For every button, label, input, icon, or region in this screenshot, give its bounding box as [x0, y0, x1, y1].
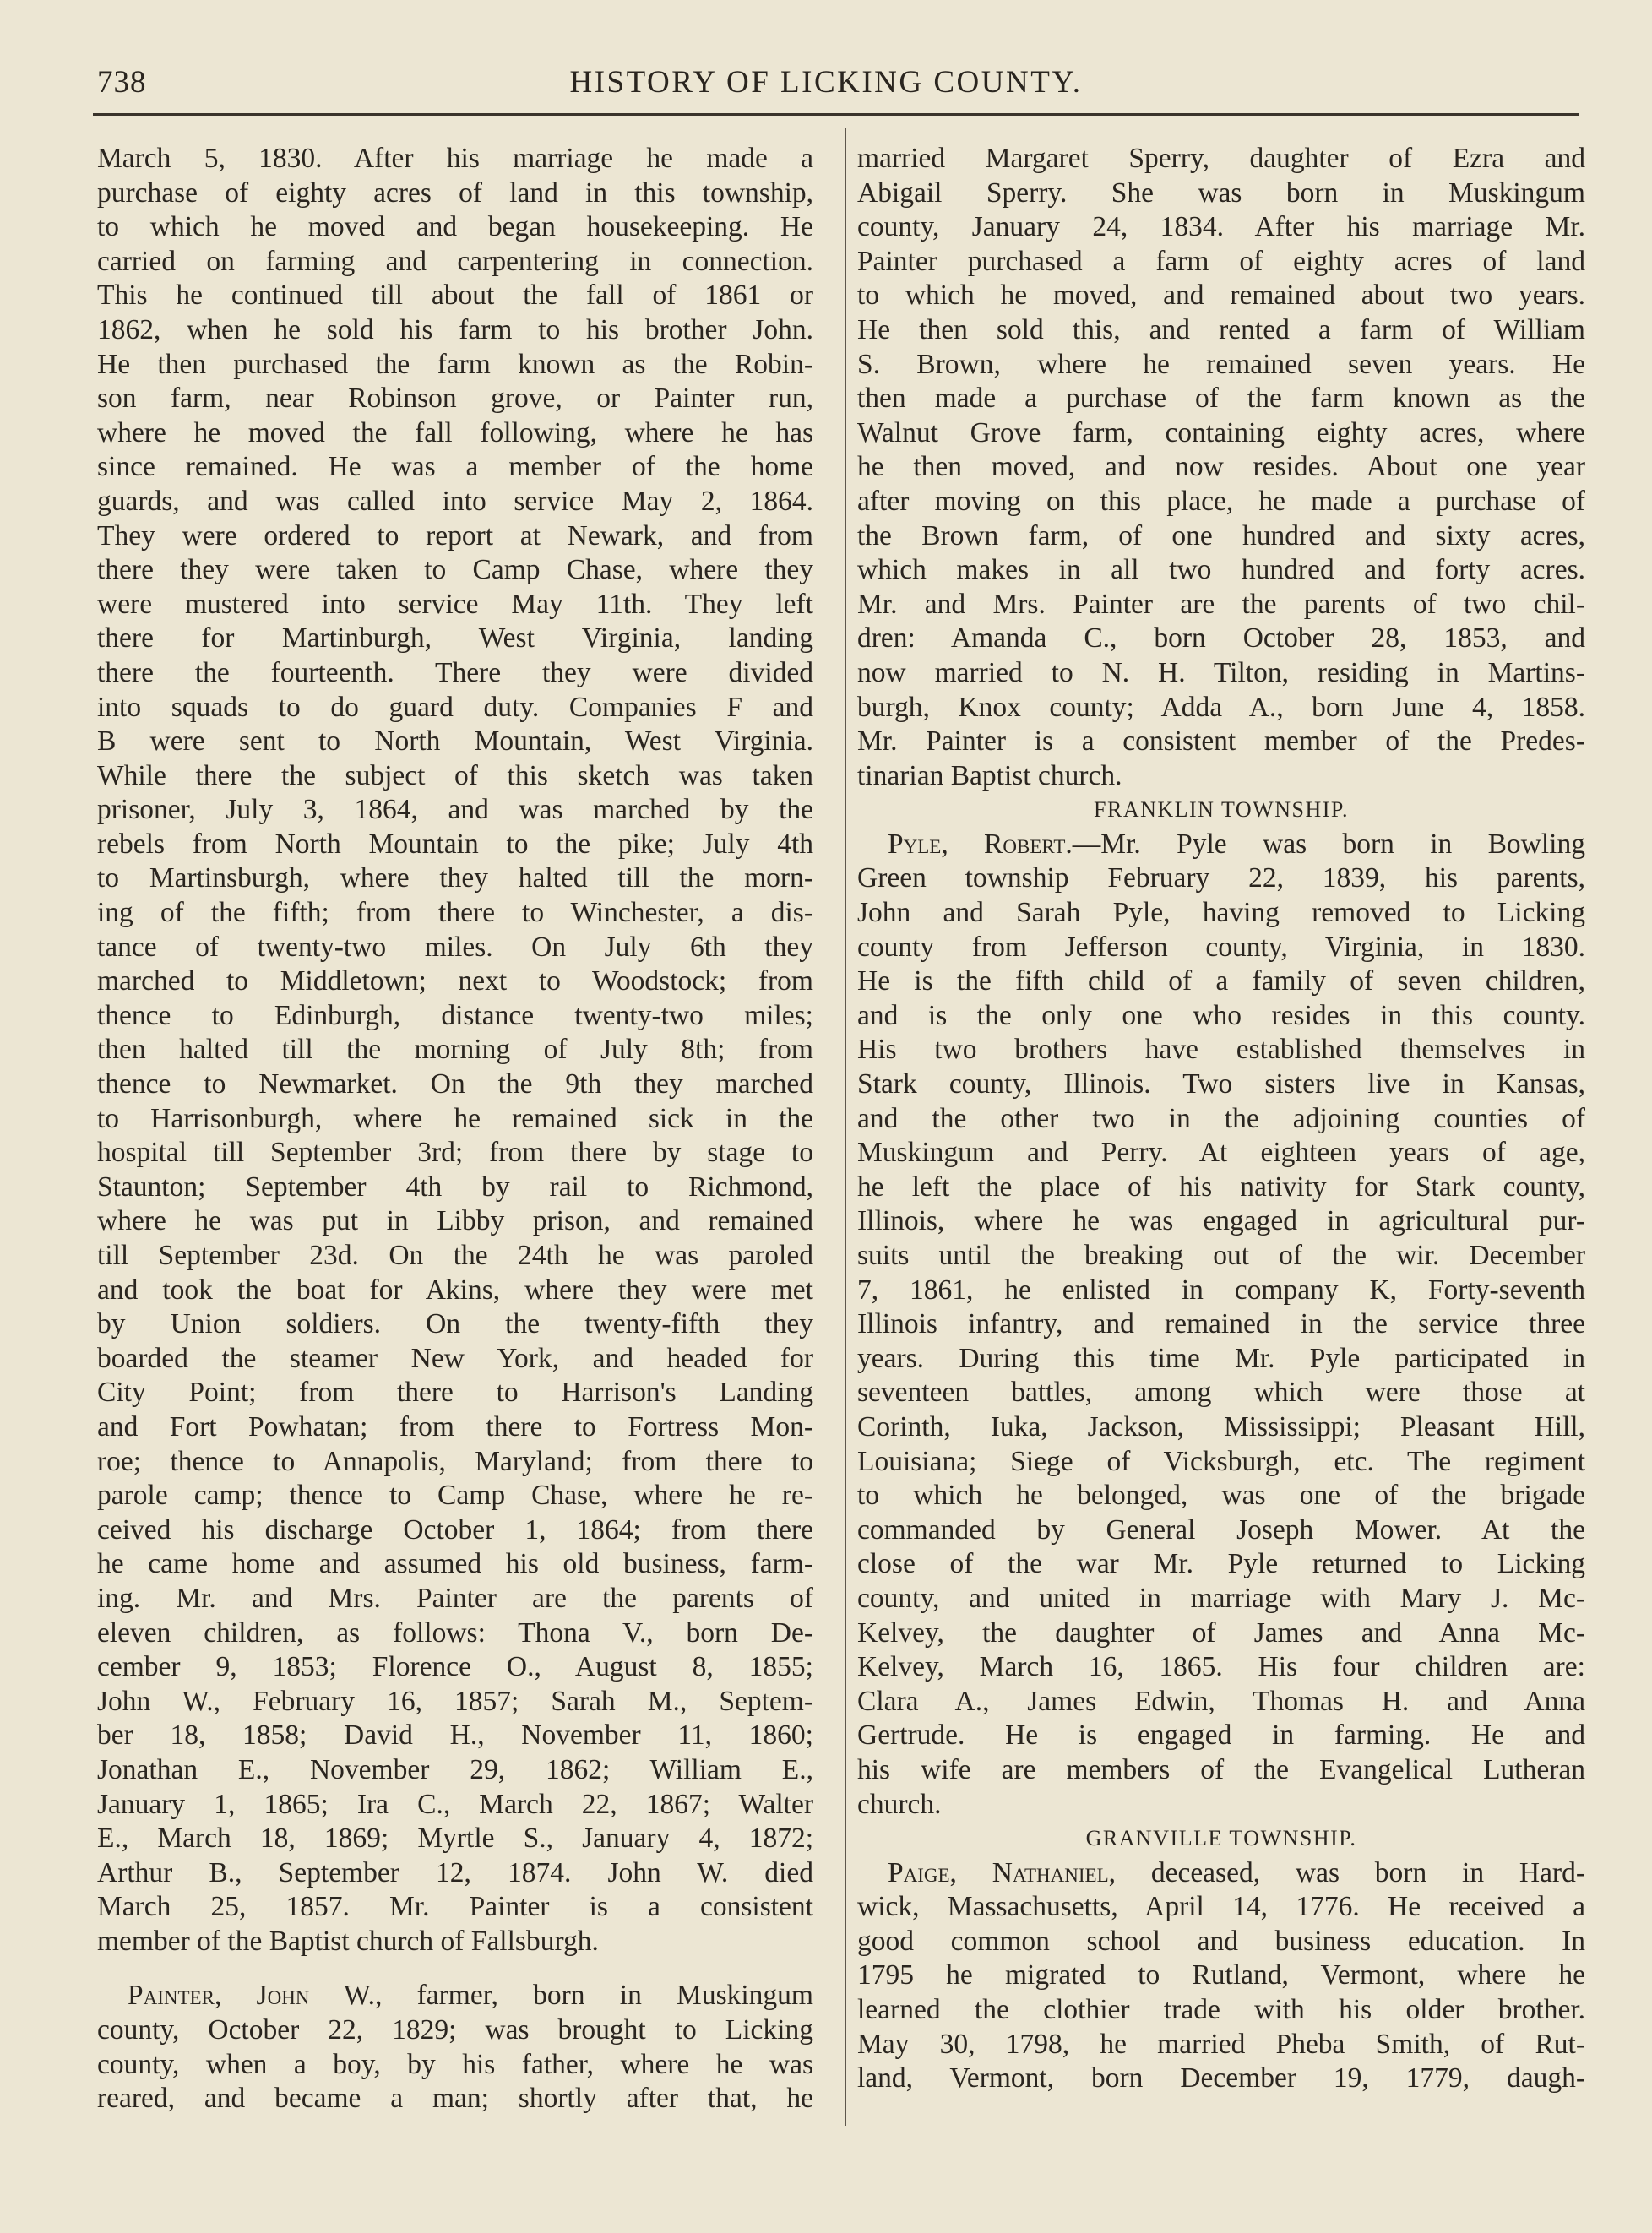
text-line: to which he moved, and remained about two years. — [857, 280, 1585, 312]
text-line: Stark county, Illinois. Two sisters live in Kansas, — [857, 1068, 1585, 1100]
section-heading-granville: GRANVILLE TOWNSHIP. — [1085, 1826, 1357, 1851]
text-line: Arthur B., September 12, 1874. John W. died — [97, 1856, 813, 1888]
text-line: close of the war Mr. Pyle returned to Licking — [857, 1548, 1585, 1580]
text-line: cember 9, 1853; Florence O., August 8, 1855; — [97, 1651, 813, 1683]
text-line: he then moved, and now resides. About one year — [857, 451, 1585, 483]
text-line: county, October 22, 1829; was brought to Licking — [97, 2014, 813, 2046]
text-line: where he was put in Libby prison, and remained — [97, 1205, 813, 1237]
pyle-entry — [857, 828, 1585, 1822]
text-line: S. Brown, where he remained seven years. He — [857, 348, 1585, 380]
text-line: since remained. He was a member of the home — [97, 451, 813, 483]
paige-entry-text — [857, 1890, 1585, 2096]
pyle-entry-first-line — [857, 828, 1585, 862]
text-line: reared, and became a man; shortly after that, he — [97, 2083, 813, 2115]
text-line: Jonathan E., November 29, 1862; William E., — [97, 1753, 813, 1785]
text-line: Kelvey, March 16, 1865. His four children are: — [857, 1651, 1585, 1683]
text-line: to which he belonged, was one of the brigade — [857, 1480, 1585, 1512]
text-line: Abigail Sperry. She was born in Muskingum — [857, 177, 1585, 209]
text-line: good common school and business education. In — [857, 1925, 1585, 1957]
text-line: Clara A., James Edwin, Thomas H. and Anna — [857, 1685, 1585, 1717]
text-line: John W., February 16, 1857; Sarah M., Septem- — [97, 1685, 813, 1717]
painter-entry-first-line — [97, 1979, 813, 2013]
text-line: Muskingum and Perry. At eighteen years of age, — [857, 1137, 1585, 1169]
text-line: ing. Mr. and Mrs. Painter are the parents of — [97, 1582, 813, 1614]
text-line: he left the place of his nativity for Stark county, — [857, 1171, 1585, 1203]
text-line: He then purchased the farm known as the Robin- — [97, 348, 813, 380]
text-line: were mustered into service May 11th. They left — [97, 588, 813, 620]
text-line: which makes in all two hundred and forty acres. — [857, 554, 1585, 586]
left-column-text — [97, 142, 813, 1959]
running-head: HISTORY OF LICKING COUNTY. — [569, 65, 1083, 100]
pyle-entry-text — [857, 861, 1585, 1822]
text-line: guards, and was called into service May 2, 1864. — [97, 485, 813, 517]
text-line: tance of twenty-two miles. On July 6th they — [97, 931, 813, 963]
text-line: by Union soldiers. On the twenty-fifth they — [97, 1308, 813, 1340]
painter-entry — [97, 1979, 813, 2116]
text-line: county, January 24, 1834. After his marriage Mr. — [857, 211, 1585, 243]
text-line: Gertrude. He is engaged in farming. He and — [857, 1720, 1585, 1752]
text-line: there for Martinburgh, West Virginia, landing — [97, 622, 813, 655]
page-number: 738 — [97, 65, 147, 100]
text-line: suits until the breaking out of the wir. December — [857, 1240, 1585, 1271]
text-line: into squads to do guard duty. Companies F and — [97, 691, 813, 723]
section-heading-franklin: FRANKLIN TOWNSHIP. — [1094, 797, 1349, 823]
text-line: church. — [857, 1788, 942, 1820]
text-line: he came home and assumed his old business, farm- — [97, 1548, 813, 1580]
text-line: boarded the steamer New York, and headed for — [97, 1342, 813, 1374]
text-line: roe; thence to Annapolis, Maryland; from there to — [97, 1445, 813, 1477]
text-line: ber 18, 1858; David H., November 11, 1860; — [97, 1720, 813, 1752]
text-line: Illinois infantry, and remained in the service three — [857, 1308, 1585, 1340]
text-line: after moving on this place, he made a purchase of — [857, 485, 1585, 517]
right-column-continuation — [857, 142, 1585, 793]
text-line: ing of the fifth; from there to Winchester, a dis- — [97, 897, 813, 929]
text-line: Mr. and Mrs. Painter are the parents of two chil- — [857, 588, 1585, 620]
text-line: burgh, Knox county; Adda A., born June 4, 1858. — [857, 691, 1585, 723]
text-line: there the fourteenth. There they were divided — [97, 656, 813, 688]
text-line: hospital till September 3rd; from there by stage to — [97, 1137, 813, 1169]
text-line: E., March 18, 1869; Myrtle S., January 4, 1872; — [97, 1823, 813, 1855]
text-line: wick, Massachusetts, April 14, 1776. He received a — [857, 1891, 1585, 1923]
text-line: then made a purchase of the farm known as the — [857, 383, 1585, 415]
text-line: Louisiana; Siege of Vicksburgh, etc. The regiment — [857, 1445, 1585, 1477]
text-line: purchase of eighty acres of land in this township, — [97, 177, 813, 209]
text-line: Staunton; September 4th by rail to Richmond, — [97, 1171, 813, 1203]
text-line: commanded by General Joseph Mower. At the — [857, 1513, 1585, 1546]
text-line: 7, 1861, he enlisted in company K, Forty-seventh — [857, 1274, 1585, 1306]
text-line: member of the Baptist church of Fallsburgh. — [97, 1925, 599, 1957]
paige-entry-first-line — [857, 1856, 1585, 1891]
text-line: His two brothers have established themselves in — [857, 1034, 1585, 1066]
text-line: county, and united in marriage with Mary J. Mc- — [857, 1582, 1585, 1614]
text-line: learned the clothier trade with his older brother. — [857, 1994, 1585, 2026]
text-line: his wife are members of the Evangelical Lutheran — [857, 1753, 1585, 1785]
left-column — [97, 142, 813, 2116]
text-line: till September 23d. On the 24th he was paroled — [97, 1240, 813, 1271]
text-line: Mr. Painter is a consistent member of the Predes- — [857, 725, 1585, 758]
text-line: March 5, 1830. After his marriage he made a — [97, 143, 813, 174]
text-line: son farm, near Robinson grove, or Painter run, — [97, 383, 813, 415]
text-line: parole camp; thence to Camp Chase, where he re- — [97, 1480, 813, 1512]
text-line: now married to N. H. Tilton, residing in Martins- — [857, 656, 1585, 688]
entry-first-line-rest: farmer, born in Muskingum — [416, 1980, 813, 2012]
entry-name-paige: Paige, Nathaniel, — [888, 1856, 1117, 1888]
text-line: ceived his discharge October 1, 1864; from there — [97, 1513, 813, 1546]
text-line: Illinois, where he was engaged in agricultural pur- — [857, 1205, 1585, 1237]
text-line: Walnut Grove farm, containing eighty acres, where — [857, 416, 1585, 448]
entry-first-line-rest: deceased, was born in Hard- — [1150, 1856, 1585, 1888]
text-line: January 1, 1865; Ira C., March 22, 1867; Walter — [97, 1788, 813, 1820]
paige-entry — [857, 1856, 1585, 2096]
text-line: and is the only one who resides in this county. — [857, 999, 1585, 1031]
text-line: years. During this time Mr. Pyle participated in — [857, 1342, 1585, 1374]
text-line: there they were taken to Camp Chase, where they — [97, 554, 813, 586]
text-line: Kelvey, the daughter of James and Anna Mc- — [857, 1616, 1585, 1649]
right-column — [857, 142, 1585, 2096]
text-line: 1795 he migrated to Rutland, Vermont, where he — [857, 1959, 1585, 1991]
text-line: He then sold this, and rented a farm of William — [857, 313, 1585, 345]
text-line: dren: Amanda C., born October 28, 1853, and — [857, 622, 1585, 655]
entry-first-line-rest: —Mr. Pyle was born in Bowling — [1072, 828, 1585, 860]
text-line: marched to Middletown; next to Woodstock; from — [97, 965, 813, 997]
text-line: This he continued till about the fall of 1861 or — [97, 280, 813, 312]
text-line: He is the fifth child of a family of seven children, — [857, 965, 1585, 997]
header-rule — [93, 113, 1579, 116]
text-line: rebels from North Mountain to the pike; July 4th — [97, 828, 813, 860]
text-line: seventeen battles, among which were those at — [857, 1377, 1585, 1409]
text-line: 1862, when he sold his farm to his brother John. — [97, 313, 813, 345]
text-line: prisoner, July 3, 1864, and was marched by the — [97, 794, 813, 826]
text-line: While there the subject of this sketch was taken — [97, 759, 813, 791]
text-line: Corinth, Iuka, Jackson, Mississippi; Pleasant Hill, — [857, 1410, 1585, 1442]
text-line: John and Sarah Pyle, having removed to Licking — [857, 897, 1585, 929]
text-line: and Fort Powhatan; from there to Fortress Mon- — [97, 1410, 813, 1442]
text-line: to which he moved and began housekeeping. He — [97, 211, 813, 243]
paragraph-gap — [97, 1959, 813, 1979]
text-line: tinarian Baptist church. — [857, 759, 1122, 791]
text-line: and the other two in the adjoining counties of — [857, 1102, 1585, 1134]
text-line: Painter purchased a farm of eighty acres of land — [857, 245, 1585, 277]
text-line: They were ordered to report at Newark, and from — [97, 519, 813, 551]
text-line: to Martinsburgh, where they halted till the morn- — [97, 862, 813, 894]
text-line: land, Vermont, born December 19, 1779, daugh- — [857, 2062, 1585, 2094]
entry-name-painter: Painter, John W., — [128, 1980, 383, 2012]
text-line: county, when a boy, by his father, where he was — [97, 2048, 813, 2080]
text-line: March 25, 1857. Mr. Painter is a consistent — [97, 1891, 813, 1923]
text-line: then halted till the morning of July 8th; from — [97, 1034, 813, 1066]
text-line: B were sent to North Mountain, West Virginia. — [97, 725, 813, 758]
text-line: thence to Edinburgh, distance twenty-two miles; — [97, 999, 813, 1031]
text-line: and took the boat for Akins, where they were met — [97, 1274, 813, 1306]
text-line: county from Jefferson county, Virginia, in 1830. — [857, 931, 1585, 963]
text-line: City Point; from there to Harrison's Landing — [97, 1377, 813, 1409]
entry-name-pyle: Pyle, Robert. — [888, 828, 1073, 860]
text-line: the Brown farm, of one hundred and sixty acres, — [857, 519, 1585, 551]
text-line: carried on farming and carpentering in connection. — [97, 245, 813, 277]
text-line: Green township February 22, 1839, his parents, — [857, 862, 1585, 894]
text-line: to Harrisonburgh, where he remained sick in the — [97, 1102, 813, 1134]
text-line: married Margaret Sperry, daughter of Ezra and — [857, 143, 1585, 174]
painter-entry-text — [97, 2013, 813, 2116]
text-line: eleven children, as follows: Thona V., born De- — [97, 1616, 813, 1649]
text-line: May 30, 1798, he married Pheba Smith, of Rut- — [857, 2028, 1585, 2060]
text-line: thence to Newmarket. On the 9th they marched — [97, 1068, 813, 1100]
column-divider — [845, 128, 846, 2126]
text-line: where he moved the fall following, where he has — [97, 416, 813, 448]
